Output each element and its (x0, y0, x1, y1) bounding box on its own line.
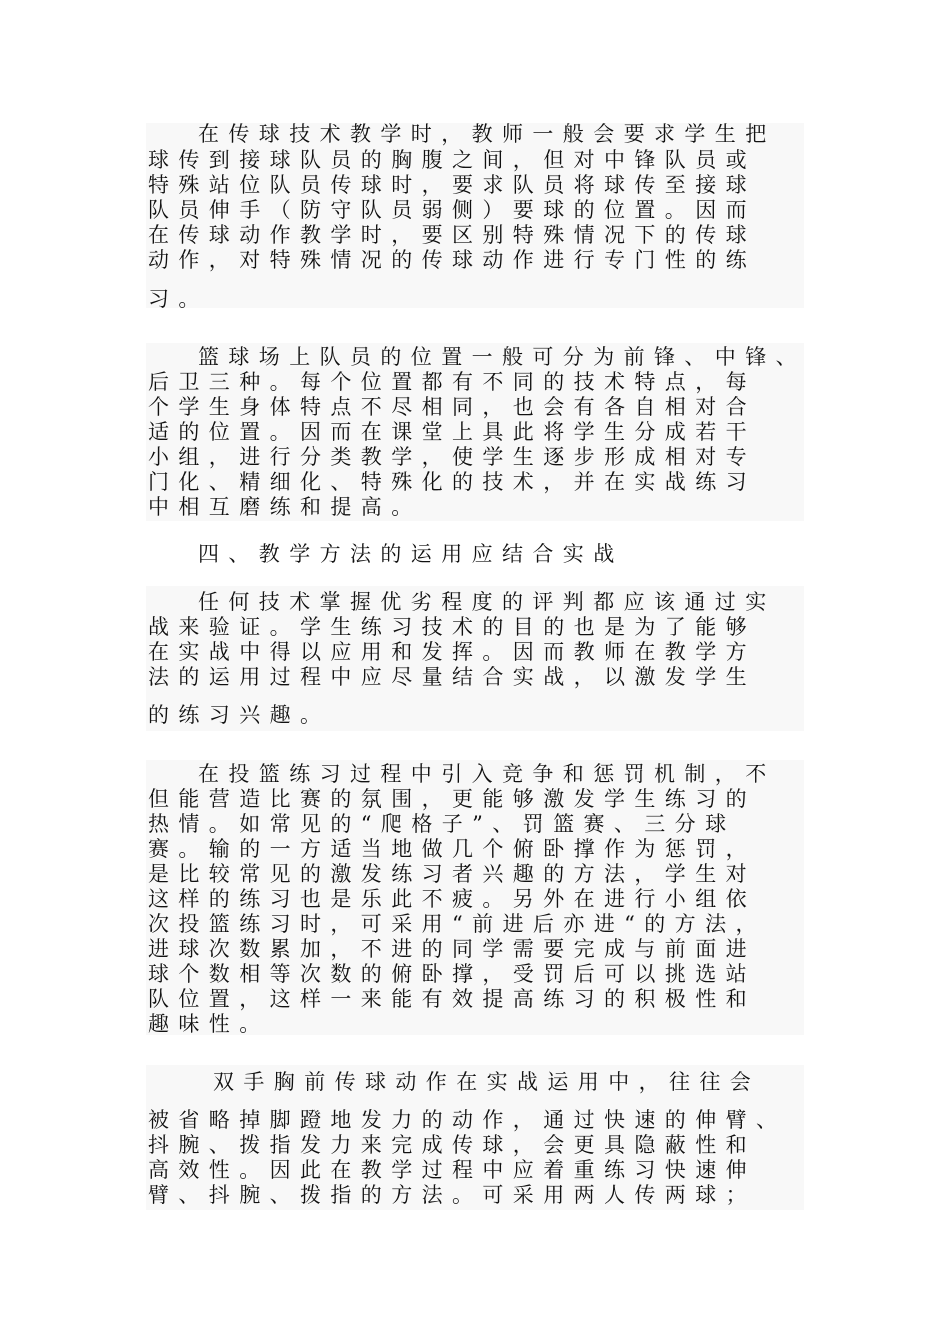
text-line: 门化、精细化、特殊化的技术，并在实战练习 (148, 470, 756, 494)
text-line: 被省略掉脚蹬地发力的动作，通过快速的伸臂、 (148, 1108, 787, 1132)
text-line: 趣味性。 (148, 1012, 270, 1036)
text-line: 在实战中得以应用和发挥。因而教师在教学方 (148, 640, 756, 664)
text-line: 队位置，这样一来能有效提高练习的积极性和 (148, 987, 756, 1011)
text-line: 抖腕、拨指发力来完成传球，会更具隐蔽性和 (148, 1133, 756, 1157)
text-line: 这样的练习也是乐此不疲。另外在进行小组依 (148, 887, 756, 911)
text-line: 球个数相等次数的俯卧撑，受罚后可以挑选站 (148, 962, 756, 986)
text-line: 中相互磨练和提高。 (148, 495, 422, 519)
text-line: 个学生身体特点不尽相同，也会有各自相对合 (148, 395, 756, 419)
text-line: 战来验证。学生练习技术的目的也是为了能够 (148, 615, 756, 639)
text-line: 习。 (148, 287, 209, 311)
text-line: 热情。如常见的“爬格子”、罚篮赛、三分球 (148, 812, 736, 836)
text-line: 是比较常见的激发练习者兴趣的方法，学生对 (148, 862, 756, 886)
text-line: 动作，对特殊情况的传球动作进行专门性的练 (148, 248, 756, 272)
text-line: 进球次数累加，不进的同学需要完成与前面进 (148, 937, 756, 961)
text-line: 双手胸前传球动作在实战运用中，往往会 (213, 1070, 761, 1094)
text-line: 小组，进行分类教学，使学生逐步形成相对专 (148, 445, 756, 469)
text-line: 次投篮练习时，可采用“前进后亦进“的方法， (148, 912, 766, 936)
text-line: 后卫三种。每个位置都有不同的技术特点，每 (148, 370, 756, 394)
text-line: 适的位置。因而在课堂上具此将学生分成若干 (148, 420, 756, 444)
text-line: 队员伸手（防守队员弱侧）要球的位置。因而 (148, 198, 756, 222)
text-line: 在投篮练习过程中引入竞争和惩罚机制，不 (198, 762, 776, 786)
text-line: 臂、抖腕、拨指的方法。可采用两人传两球； (148, 1183, 756, 1207)
text-line: 但能营造比赛的氛围，更能够激发学生练习的 (148, 787, 756, 811)
text-line: 在传球动作教学时，要区别特殊情况下的传球 (148, 223, 756, 247)
text-line: 任何技术掌握优劣程度的评判都应该通过实 (198, 590, 776, 614)
text-line: 在传球技术教学时，教师一般会要求学生把 (198, 122, 776, 146)
text-line: 赛。输的一方适当地做几个俯卧撑作为惩罚， (148, 837, 756, 861)
text-line: 球传到接球队员的胸腹之间，但对中锋队员或 (148, 148, 756, 172)
text-line: 篮球场上队员的位置一般可分为前锋、中锋、 (198, 345, 806, 369)
text-line: 特殊站位队员传球时，要求队员将球传至接球 (148, 173, 756, 197)
text-line: 法的运用过程中应尽量结合实战，以激发学生 (148, 665, 756, 689)
text-line: 高效性。因此在教学过程中应着重练习快速伸 (148, 1158, 756, 1182)
text-line: 的练习兴趣。 (148, 703, 331, 727)
section-heading: 四、教学方法的运用应结合实战 (198, 542, 624, 566)
